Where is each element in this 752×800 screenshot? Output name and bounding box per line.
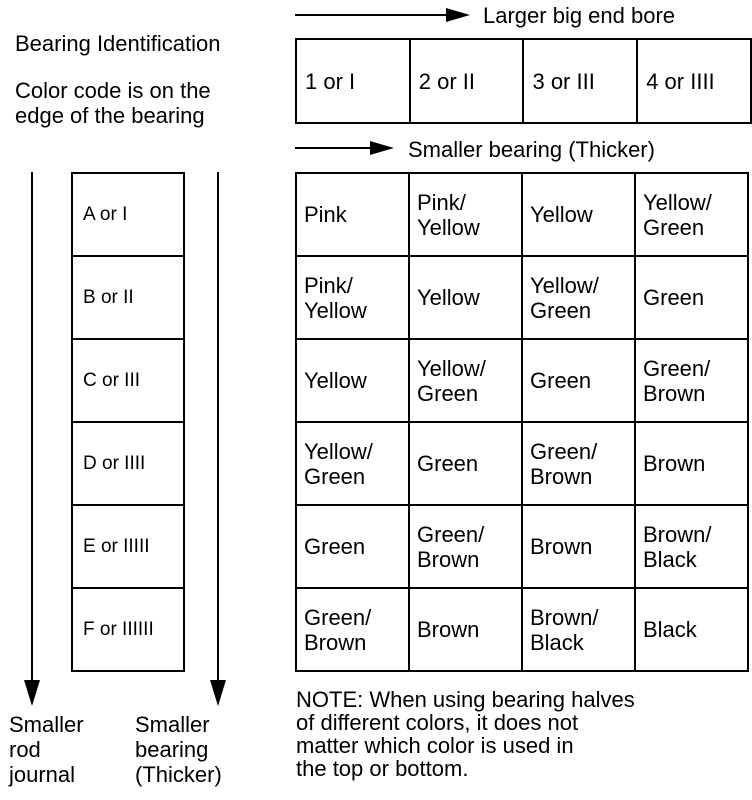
- top-arrow-label: Larger big end bore: [483, 3, 676, 28]
- row-label-2: B or II: [72, 256, 184, 339]
- row-label-4: D or IIII: [72, 422, 184, 505]
- grid-cell: Pink: [296, 173, 409, 256]
- grid-cell: Green: [296, 505, 409, 588]
- grid-cell: Black: [635, 588, 748, 671]
- grid-cell: Green/ Brown: [296, 588, 409, 671]
- mid-arrow-head-icon: [370, 141, 394, 155]
- bearing-arrow-head-icon: [210, 680, 226, 706]
- bearing-arrow-line: [217, 172, 219, 682]
- bearing-note: NOTE: When using bearing halves of different colors, it does not matter which color is used in the top or bottom.: [296, 687, 635, 781]
- column-header-3: 3 or III: [523, 39, 637, 123]
- grid-cell: Brown/ Black: [635, 505, 748, 588]
- grid-cell: Yellow/ Green: [296, 422, 409, 505]
- column-header-1: 1 or I: [296, 39, 410, 123]
- grid-cell: Brown: [522, 505, 635, 588]
- subtitle-line-2: edge of the bearing: [15, 103, 205, 128]
- rod-journal-arrow-head-icon: [24, 680, 40, 706]
- row-label-6: F or IIIIII: [72, 588, 184, 671]
- top-arrow-line: [295, 14, 447, 16]
- grid-cell: Brown: [409, 588, 522, 671]
- grid-cell: Yellow/ Green: [522, 256, 635, 339]
- rod-journal-arrow-line: [31, 172, 33, 682]
- grid-cell: Yellow/ Green: [409, 339, 522, 422]
- rod-journal-label: Smaller rod journal: [9, 712, 84, 787]
- row-label-table: [71, 172, 185, 672]
- diagram-title: Bearing Identification: [15, 31, 221, 56]
- bearing-thickness-label: Smaller bearing (Thicker): [135, 712, 222, 787]
- bearing-color-grid: [295, 172, 749, 672]
- grid-cell: Pink/ Yellow: [296, 256, 409, 339]
- row-label-3: C or III: [72, 339, 184, 422]
- column-header-table: [295, 38, 752, 124]
- grid-cell: Pink/ Yellow: [409, 173, 522, 256]
- column-header-4: 4 or IIII: [637, 39, 751, 123]
- grid-cell: Brown: [635, 422, 748, 505]
- grid-cell: Yellow: [296, 339, 409, 422]
- row-label-5: E or IIIII: [72, 505, 184, 588]
- column-header-2: 2 or II: [410, 39, 524, 123]
- grid-cell: Brown/ Black: [522, 588, 635, 671]
- grid-cell: Green: [522, 339, 635, 422]
- grid-cell: Yellow: [522, 173, 635, 256]
- grid-cell: Green/ Brown: [635, 339, 748, 422]
- grid-cell: Yellow/ Green: [635, 173, 748, 256]
- grid-cell: Yellow: [409, 256, 522, 339]
- grid-cell: Green: [635, 256, 748, 339]
- grid-cell: Green/ Brown: [409, 505, 522, 588]
- mid-arrow-line: [295, 147, 371, 149]
- grid-cell: Green: [409, 422, 522, 505]
- mid-arrow-label: Smaller bearing (Thicker): [408, 137, 655, 162]
- color-code-note: [15, 78, 211, 128]
- subtitle-line-1: Color code is on the: [15, 78, 211, 103]
- grid-cell: Green/ Brown: [522, 422, 635, 505]
- top-arrow-head-icon: [446, 8, 470, 22]
- row-label-1: A or I: [72, 173, 184, 256]
